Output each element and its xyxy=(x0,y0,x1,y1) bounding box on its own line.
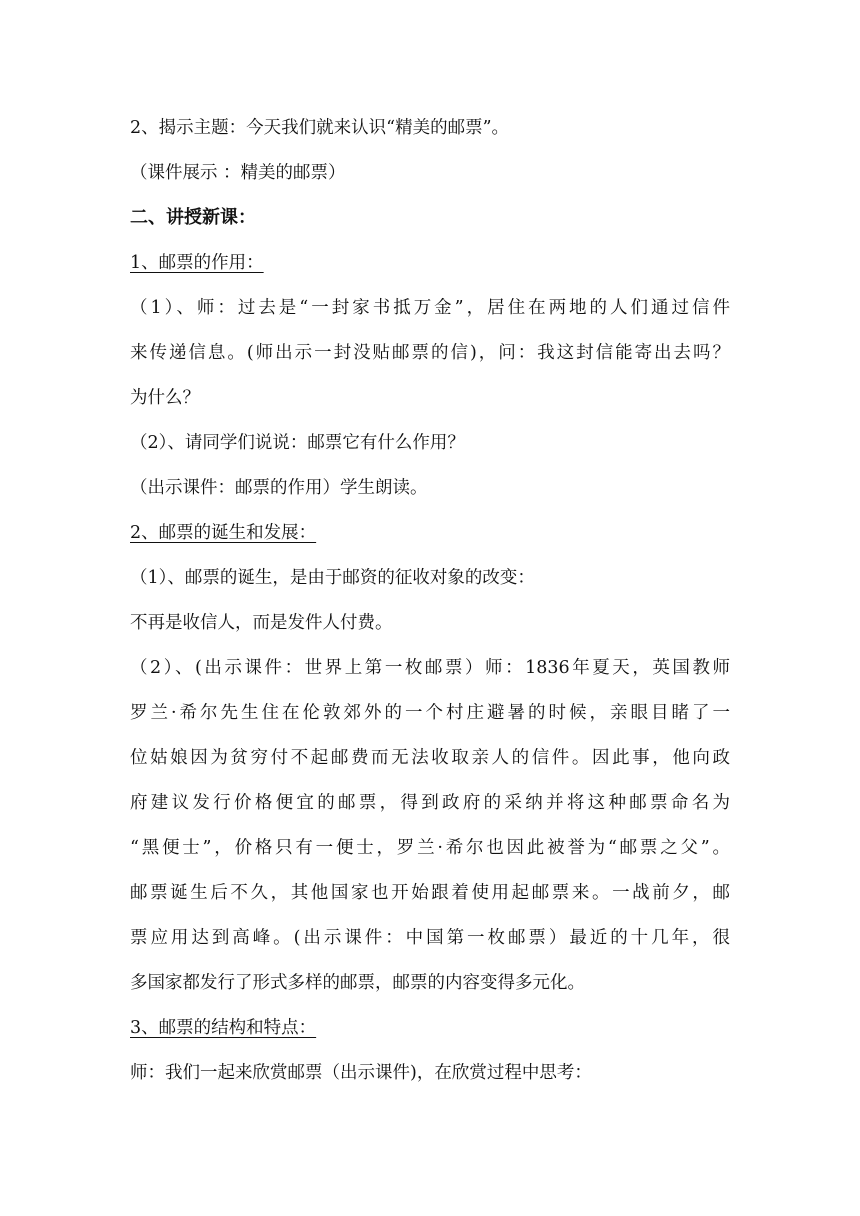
subheading-line xyxy=(130,253,730,273)
paragraph-line: 票应用达到高峰。(出示课件：中国第一枚邮票）最近的十几年，很 xyxy=(130,928,730,948)
paragraph-line: 多国家都发行了形式多样的邮票，邮票的内容变得多元化。 xyxy=(130,973,585,993)
paragraph-line: （出示课件：邮票的作用）学生朗读。 xyxy=(130,478,428,498)
paragraph-line: “黑便士”，价格只有一便士，罗兰·希尔也因此被誉为“邮票之父”。 xyxy=(130,838,730,858)
subheading-line xyxy=(130,1018,730,1038)
paragraph-line: （1）、师：过去是“一封家书抵万金”，居住在两地的人们通过信件 xyxy=(130,298,730,318)
paragraph-line: 邮票诞生后不久，其他国家也开始跟着使用起邮票来。一战前夕，邮 xyxy=(130,883,730,903)
subheading-stamp-function: 1、邮票的作用： xyxy=(130,253,264,273)
paragraph-line: 罗兰·希尔先生住在伦敦郊外的一个村庄避暑的时候，亲眼目睹了一 xyxy=(130,703,730,723)
courseware-note: （课件展示 ：精美的邮票） xyxy=(130,163,346,183)
paragraph-line: 位姑娘因为贫穷付不起邮费而无法收取亲人的信件。因此事，他向政 xyxy=(130,748,730,768)
paragraph-line: 来传递信息。(师出示一封没贴邮票的信)，问：我这封信能寄出去吗？ xyxy=(130,343,730,363)
subheading-line xyxy=(130,523,730,543)
paragraph-line: （2）、请同学们说说：邮票它有什么作用？ xyxy=(130,433,465,453)
topic-intro-line: 2、揭示主题：今天我们就来认识“精美的邮票”。 xyxy=(130,118,510,138)
paragraph-line: （2）、(出示课件：世界上第一枚邮票）师：1836年夏天，英国教师 xyxy=(130,658,730,678)
paragraph-line: 不再是收信人，而是发件人付费。 xyxy=(130,613,393,633)
paragraph-line: 为什么？ xyxy=(130,388,200,408)
section-heading: 二、讲授新课： xyxy=(130,207,256,228)
paragraph-line: 师：我们一起来欣赏邮票（出示课件)，在欣赏过程中思考： xyxy=(130,1063,592,1083)
paragraph-line: （1）、邮票的诞生，是由于邮资的征收对象的改变： xyxy=(130,568,535,588)
subheading-stamp-structure: 3、邮票的结构和特点： xyxy=(130,1018,317,1038)
paragraph-line: 府建议发行价格便宜的邮票，得到政府的采纳并将这种邮票命名为 xyxy=(130,793,730,813)
subheading-stamp-birth: 2、邮票的诞生和发展： xyxy=(130,523,317,543)
